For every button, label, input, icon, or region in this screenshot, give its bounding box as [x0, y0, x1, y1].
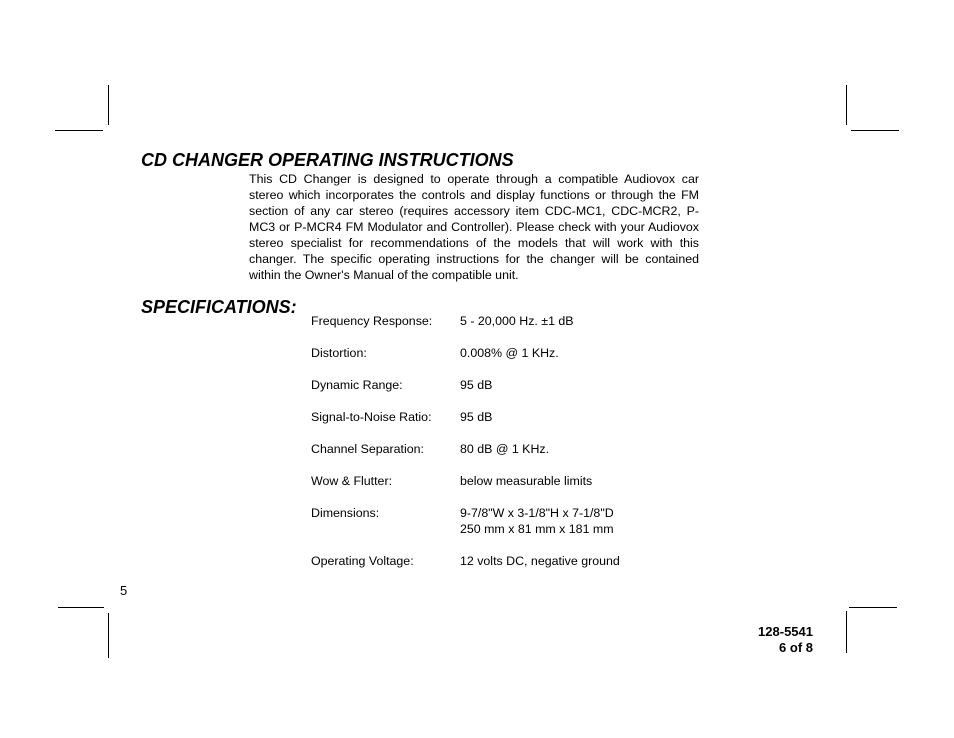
spec-value: 5 - 20,000 Hz. ±1 dB — [460, 314, 574, 328]
spec-value: 12 volts DC, negative ground — [460, 554, 620, 568]
spec-label: Dynamic Range: — [311, 378, 403, 392]
spec-row-channel-separation — [311, 441, 620, 457]
crop-mark-top-left-horizontal — [55, 130, 103, 131]
spec-label: Operating Voltage: — [311, 554, 414, 568]
spec-value: 0.008% @ 1 KHz. — [460, 346, 559, 360]
spec-label: Channel Separation: — [311, 442, 424, 456]
page-number: 5 — [120, 583, 128, 598]
specifications-list — [311, 313, 620, 585]
spec-row-dynamic-range — [311, 377, 620, 393]
spec-row-wow-flutter — [311, 473, 620, 489]
spec-row-operating-voltage — [311, 553, 620, 569]
spec-label: Distortion: — [311, 346, 367, 360]
spec-value: 95 dB — [460, 378, 493, 392]
sheet-count: 6 of 8 — [779, 640, 813, 655]
spec-label: Signal-to-Noise Ratio: — [311, 410, 432, 424]
spec-row-dimensions — [311, 505, 620, 537]
crop-mark-bottom-left-horizontal — [58, 607, 104, 608]
spec-label: Frequency Response: — [311, 314, 433, 328]
document-number: 128-5541 — [758, 624, 813, 639]
spec-value — [460, 505, 614, 537]
crop-mark-top-left-vertical — [108, 85, 109, 125]
spec-row-frequency-response — [311, 313, 620, 329]
crop-mark-top-right-vertical — [846, 85, 847, 125]
crop-mark-bottom-right-horizontal — [849, 607, 897, 608]
spec-value: 95 dB — [460, 410, 493, 424]
spec-value-imperial: 9-7/8"W x 3-1/8"H x 7-1/8"D — [460, 506, 614, 520]
crop-mark-bottom-left-vertical — [108, 613, 109, 658]
spec-label: Wow & Flutter: — [311, 474, 393, 488]
spec-row-distortion — [311, 345, 620, 361]
instructions-heading: CD CHANGER OPERATING INSTRUCTIONS — [141, 150, 514, 170]
instructions-body: This CD Changer is designed to operate through a compatible Audiovox car stereo which incorporates the controls and display functions or through the FM section of any car stereo (requires accessory item CDC-MC1, CDC-MCR2, P-MC3 or P-MCR4 FM Modulator and Controller). Please check with your Audiovox stereo specialist for recommendations of the models that will work with this changer. The specific operating instructions for the changer will be contained within the Owner's Manual of the compatible unit. — [249, 172, 699, 282]
crop-mark-bottom-right-vertical — [846, 611, 847, 653]
document-id — [758, 624, 813, 656]
specifications-heading: SPECIFICATIONS: — [141, 297, 297, 317]
crop-mark-top-right-horizontal — [851, 130, 899, 131]
spec-value: 80 dB @ 1 KHz. — [460, 442, 550, 456]
spec-value-metric: 250 mm x 81 mm x 181 mm — [460, 522, 614, 536]
spec-value: below measurable limits — [460, 474, 593, 488]
spec-row-signal-to-noise — [311, 409, 620, 425]
spec-label: Dimensions: — [311, 506, 380, 520]
